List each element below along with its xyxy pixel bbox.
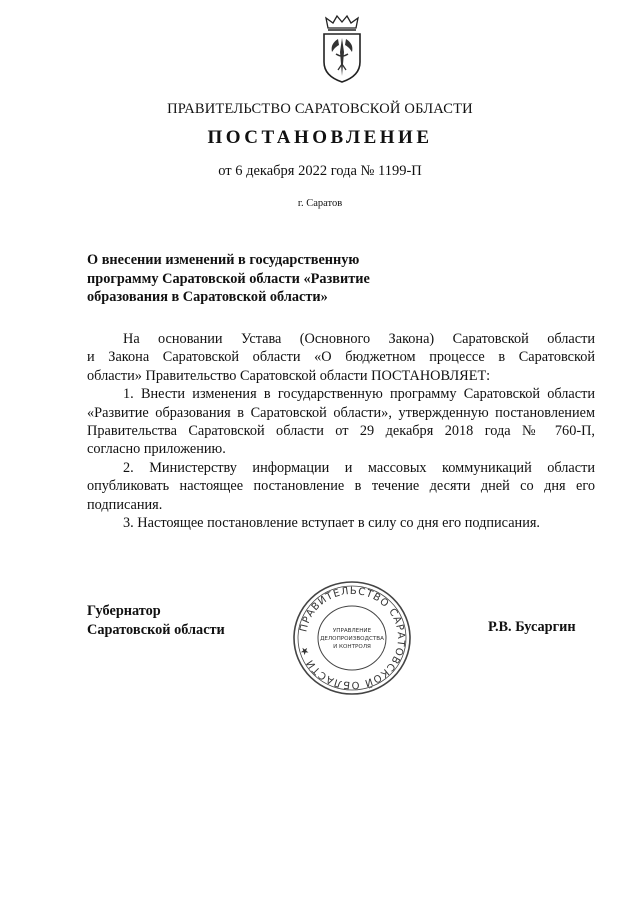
- body-line: 1. Внести изменения в государственную программу Саратовской области: [123, 386, 595, 403]
- body-line: Правительства Саратовской области от 29 декабря 2018 года № 760-П,: [87, 422, 595, 439]
- body-line: «Развитие образования в Саратовской области», утвержденную постановлением: [87, 404, 595, 421]
- svg-text:И КОНТРОЛЯ: И КОНТРОЛЯ: [333, 644, 371, 650]
- signatory-name: Р.В. Бусаргин: [488, 619, 576, 635]
- body-line: опубликовать настоящее постановление в течение десяти дней со дня его: [87, 478, 595, 495]
- signatory-title: [87, 602, 225, 639]
- heading-line: О внесении изменений в государственную: [87, 252, 360, 268]
- signatory-title-line: Губернатор: [87, 603, 161, 619]
- body-line: согласно приложению.: [87, 441, 226, 458]
- document-heading: [87, 251, 407, 307]
- heading-line: программу Саратовской области «Развитие: [87, 270, 370, 287]
- body-line: 3. Настоящее постановление вступает в силу со дня его подписания.: [123, 514, 540, 531]
- body-line: 2. Министерству информации и массовых коммуникаций области: [123, 459, 595, 476]
- body-line: На основании Устава (Основного Закона) Саратовской области: [123, 331, 595, 347]
- issuing-authority: ПРАВИТЕЛЬСТВО САРАТОВСКОЙ ОБЛАСТИ: [167, 101, 473, 117]
- coat-of-arms-icon: [318, 14, 366, 84]
- document-body: [87, 330, 595, 532]
- body-line: области» Правительство Саратовской области ПОСТАНОВЛЯЕТ:: [87, 367, 491, 384]
- heading-line: образования в Саратовской области»: [87, 289, 328, 305]
- document-date-number: от 6 декабря 2022 года № 1199-П: [218, 163, 422, 179]
- official-stamp-icon: [291, 579, 413, 697]
- svg-text:ПРАВИТЕЛЬСТВО САРАТОВСКОЙ ОБЛА: ПРАВИТЕЛЬСТВО САРАТОВСКОЙ ОБЛАСТИ ★: [298, 585, 407, 691]
- body-line: подписания.: [87, 496, 163, 513]
- document-place: г. Саратов: [297, 198, 343, 209]
- body-line: и Закона Саратовской области «О бюджетном процессе в Саратовской: [87, 349, 595, 366]
- signatory-title-line: Саратовской области: [87, 621, 225, 638]
- document-type-title: ПОСТАНОВЛЕНИЕ: [207, 127, 433, 148]
- svg-text:ДЕЛОПРОИЗВОДСТВА: ДЕЛОПРОИЗВОДСТВА: [320, 636, 384, 642]
- svg-text:УПРАВЛЕНИЕ: УПРАВЛЕНИЕ: [332, 628, 372, 634]
